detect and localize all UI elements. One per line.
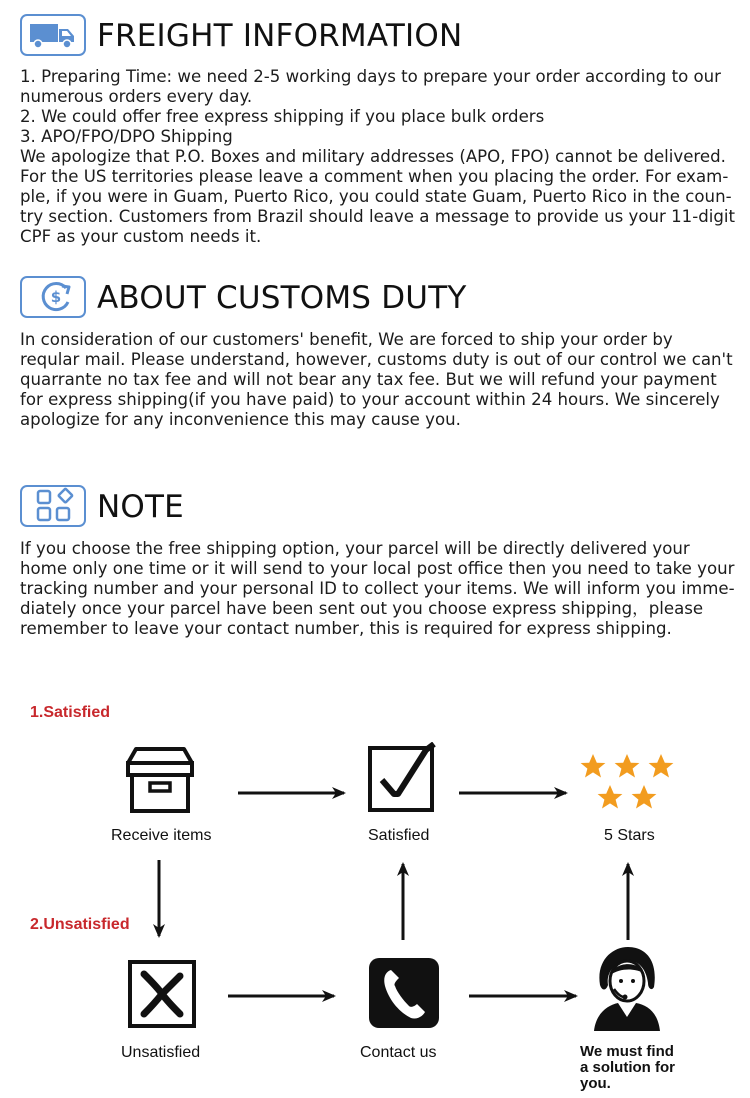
text-line: quarrante no tax fee and will not bear any tax fee. But we will refund your payment [20,370,717,389]
text-line: tracking number and your personal ID to collect your items. We will inform you imme- [20,579,735,598]
text-line: reqular mail. Please understand, however, customs duty is out of our control we can't [20,350,733,369]
note-section-icon [20,485,86,527]
text-line: home only one time or it will send to your local post office then you need to take your [20,559,735,578]
satisfied-label: Satisfied [368,827,430,844]
freight-section-icon [20,14,86,56]
text-line: apologize for any inconvenience this may cause you. [20,410,461,429]
text-line: For the US territories please leave a comment when you placing the order. For exam- [20,167,729,186]
svg-text:$: $ [50,288,62,306]
text-line: In consideration of our customers' benefit, We are forced to ship your order by [20,330,673,349]
customs-title: ABOUT CUSTOMS DUTY [97,280,467,316]
note-title: NOTE [97,489,184,525]
text-line: 1. Preparing Time: we need 2-5 working days to prepare your order according to our [20,67,722,86]
truck-icon [22,16,84,54]
contact-us-label: Contact us [360,1044,437,1061]
text-line: CPF as your custom needs it. [20,227,262,246]
customs-text [20,330,736,430]
note-text [20,539,736,639]
satisfied-heading: 1.Satisfied [30,704,111,721]
text-line: for express shipping(if you have paid) to your account within 24 hours. We sincerely [20,390,720,409]
freight-title: FREIGHT INFORMATION [97,18,463,54]
unsatisfied-label: Unsatisfied [121,1044,201,1061]
solution-line: We must find [580,1043,674,1060]
solution-line: a solution for [580,1059,675,1076]
flow-arrows [0,690,750,1070]
grid-shapes-icon [22,487,84,525]
text-line: 3. APO/FPO/DPO Shipping [20,127,233,146]
text-line: If you choose the free shipping option, your parcel will be directly delivered your [20,539,690,558]
five-stars-label: 5 Stars [604,827,655,844]
text-line: try section. Customers from Brazil should leave a message to provide us your 11-digit [20,207,736,226]
text-line: numerous orders every day. [20,87,253,106]
receive-items-label: Receive items [111,827,212,844]
dollar-refresh-icon [22,278,84,316]
text-line: 2. We could offer free express shipping if you place bulk orders [20,107,545,126]
text-line: remember to leave your contact number, this is required for express shipping. [20,619,672,638]
text-line: We apologize that P.O. Boxes and military addresses (APO, FPO) cannot be delivered. [20,147,726,166]
text-line: diately once your parcel have been sent out you choose express shipping，please [20,599,704,618]
customs-section-icon [20,276,86,318]
unsatisfied-heading: 2.Unsatisfied [30,916,130,933]
solution-line: you. [580,1075,611,1092]
freight-text [20,67,736,247]
text-line: ple, if you were in Guam, Puerto Rico, you could state Guam, Puerto Rico in the coun- [20,187,732,206]
